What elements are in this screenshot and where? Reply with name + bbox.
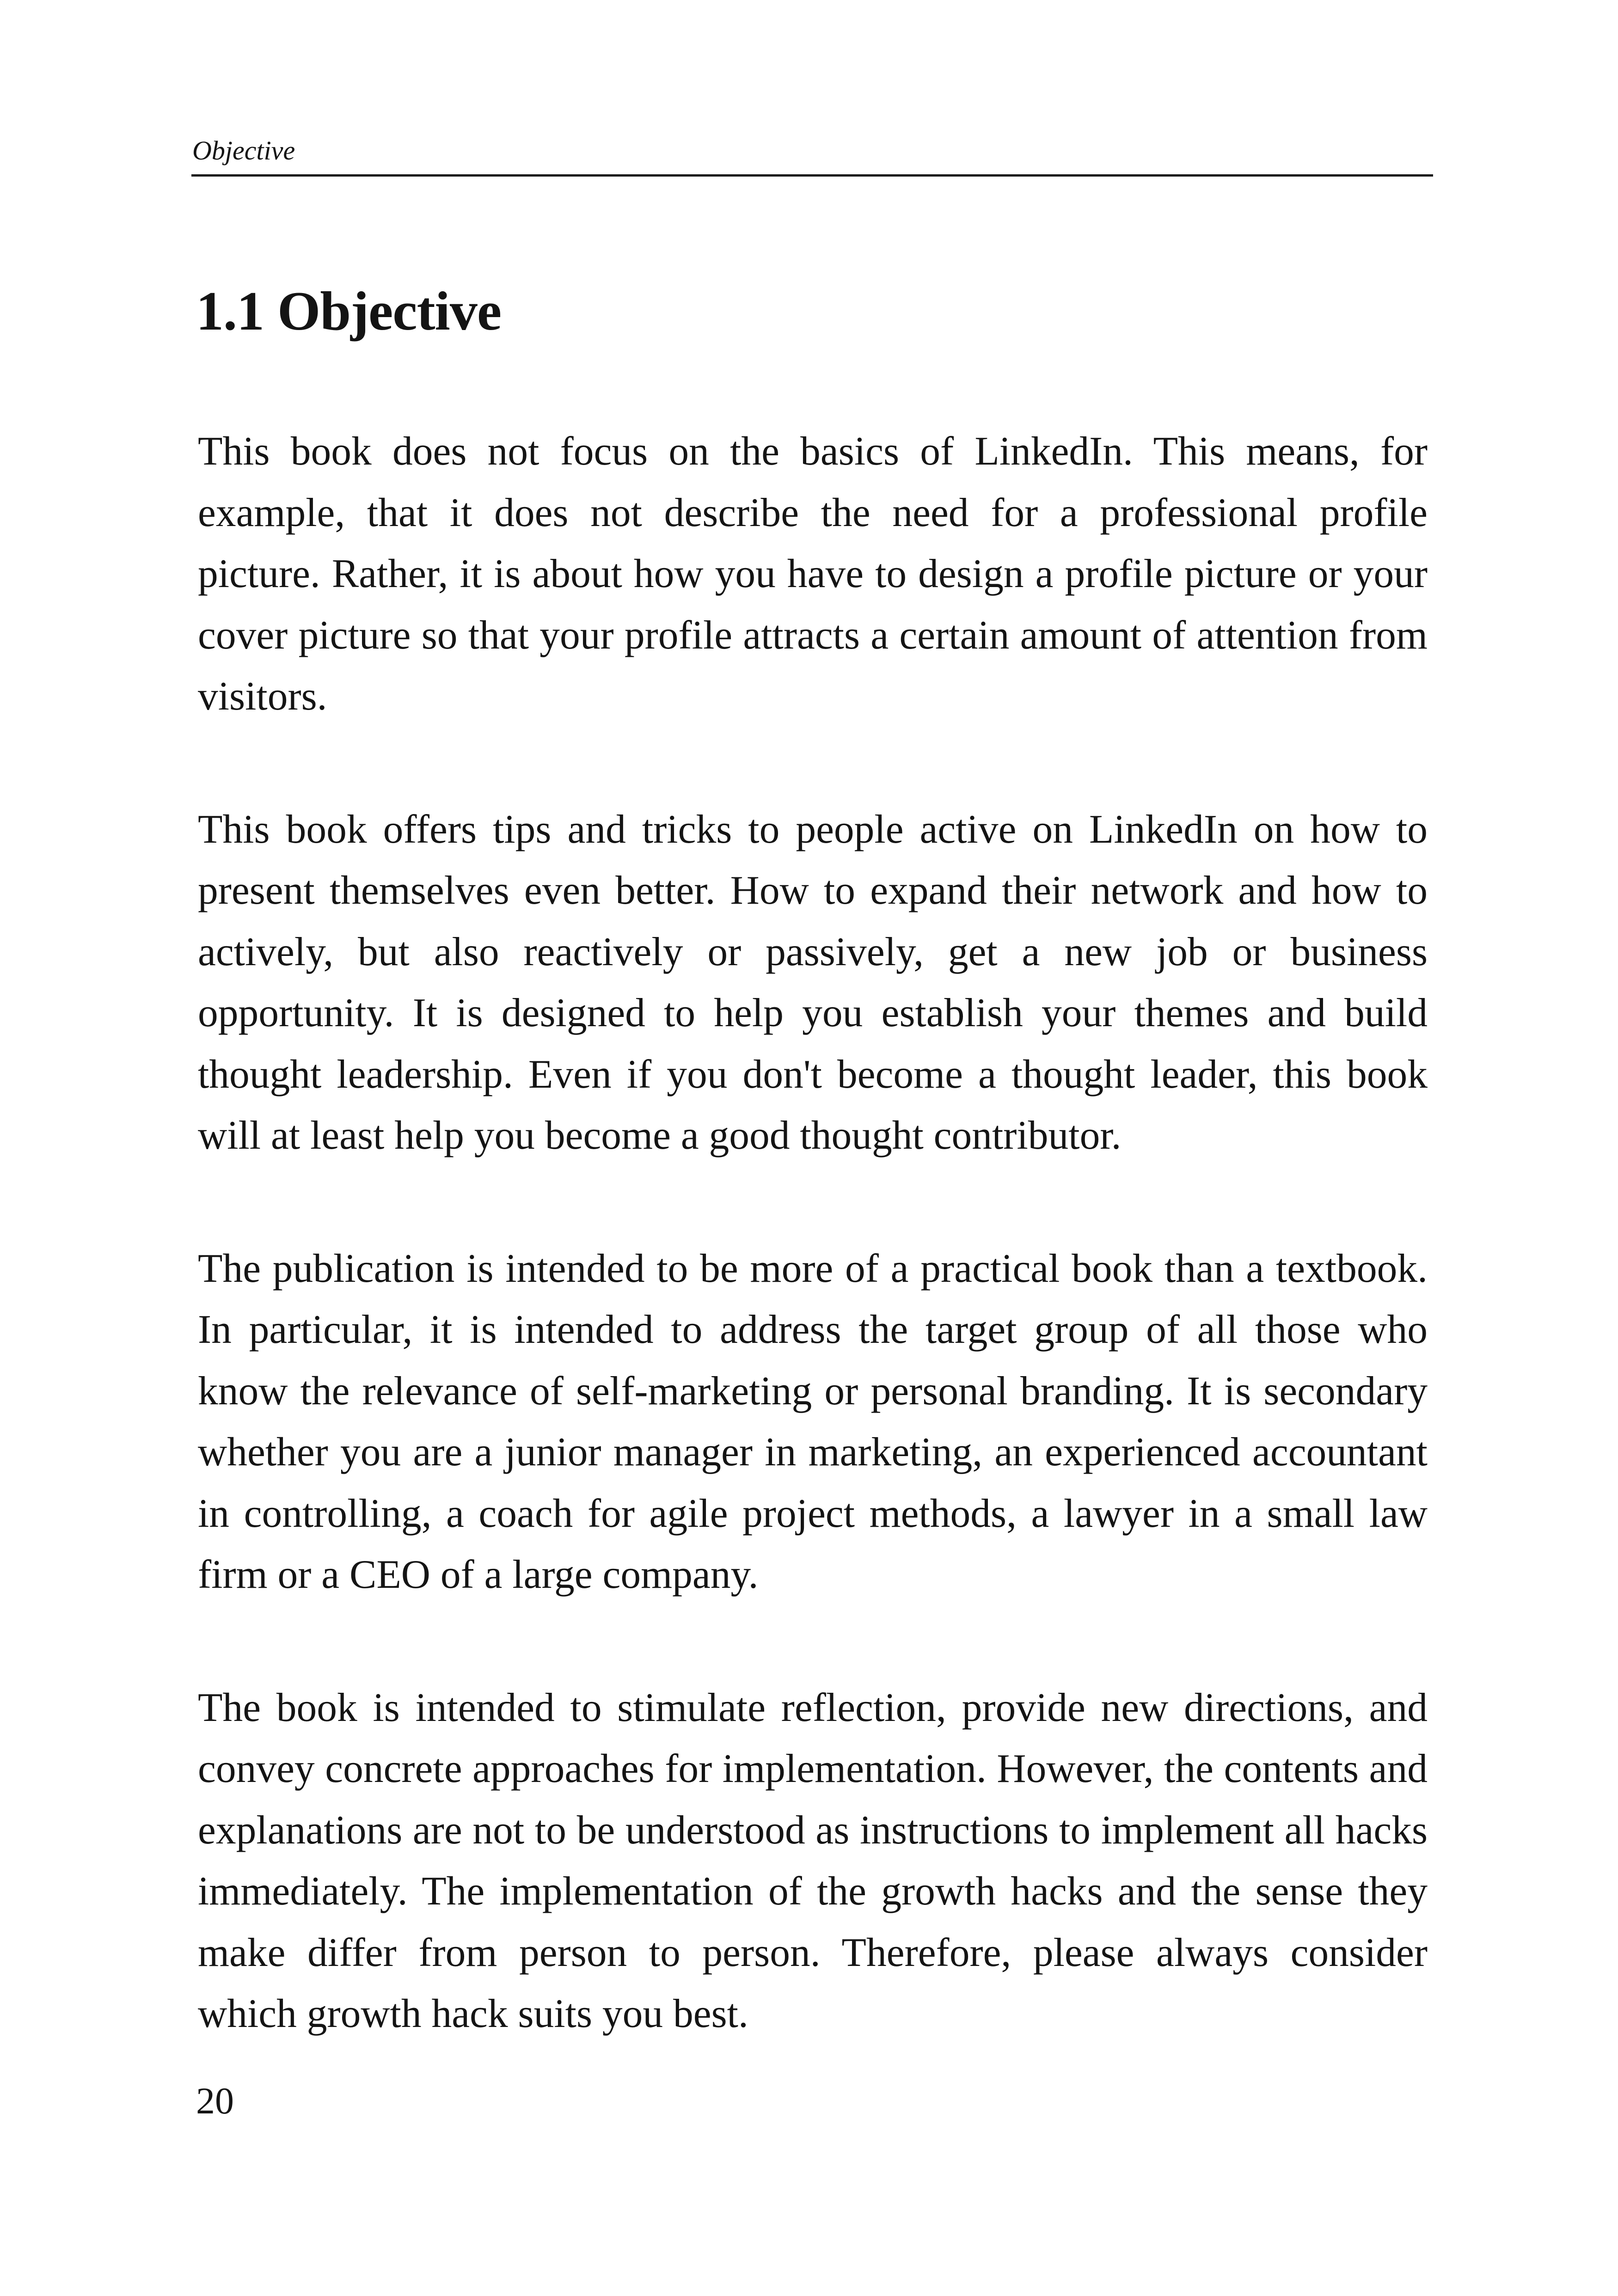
paragraph-4: The book is intended to stimulate reflection, provide new directions, and convey concrete approaches for implementation. However, the contents and explanations are not to be understood as instructions to implement all hacks immediately. The implementation of the growth hacks and the sense they make differ from person to person. Therefore, please always consider which growth hack suits you best. bbox=[198, 1684, 1428, 2036]
paragraph-1: This book does not focus on the basics of LinkedIn. This means, for example, that it does not describe the need for a professional profile picture. Rather, it is about how you have to design a profile picture or your cover picture so that your profile attracts a certain amount of attention from visitors. bbox=[198, 429, 1428, 718]
running-header bbox=[191, 134, 1433, 177]
body-text bbox=[198, 421, 1428, 2116]
paragraph-3: The publication is intended to be more of a practical book than a textbook. In particular, it is intended to address the target group of all those who know the relevance of self-marketing or personal branding. It is secondary whether you are a junior manager in marketing, an experienced accountant in controlling, a coach for agile project methods, a lawyer in a small law firm or a CEO of a large company. bbox=[198, 1245, 1428, 1597]
running-header-title: Objective bbox=[192, 135, 295, 165]
section-heading: 1.1 Objective bbox=[196, 280, 502, 342]
page-number: 20 bbox=[196, 2080, 234, 2122]
paragraph-2: This book offers tips and tricks to people active on LinkedIn on how to present themselves even better. How to expand their network and how to actively, but also reactively or passively, get a new job or business opportunity. It is designed to help you establish your themes and build thought leadership. Even if you don't become a thought leader, this book will at least help you become a good thought contributor. bbox=[198, 806, 1428, 1157]
